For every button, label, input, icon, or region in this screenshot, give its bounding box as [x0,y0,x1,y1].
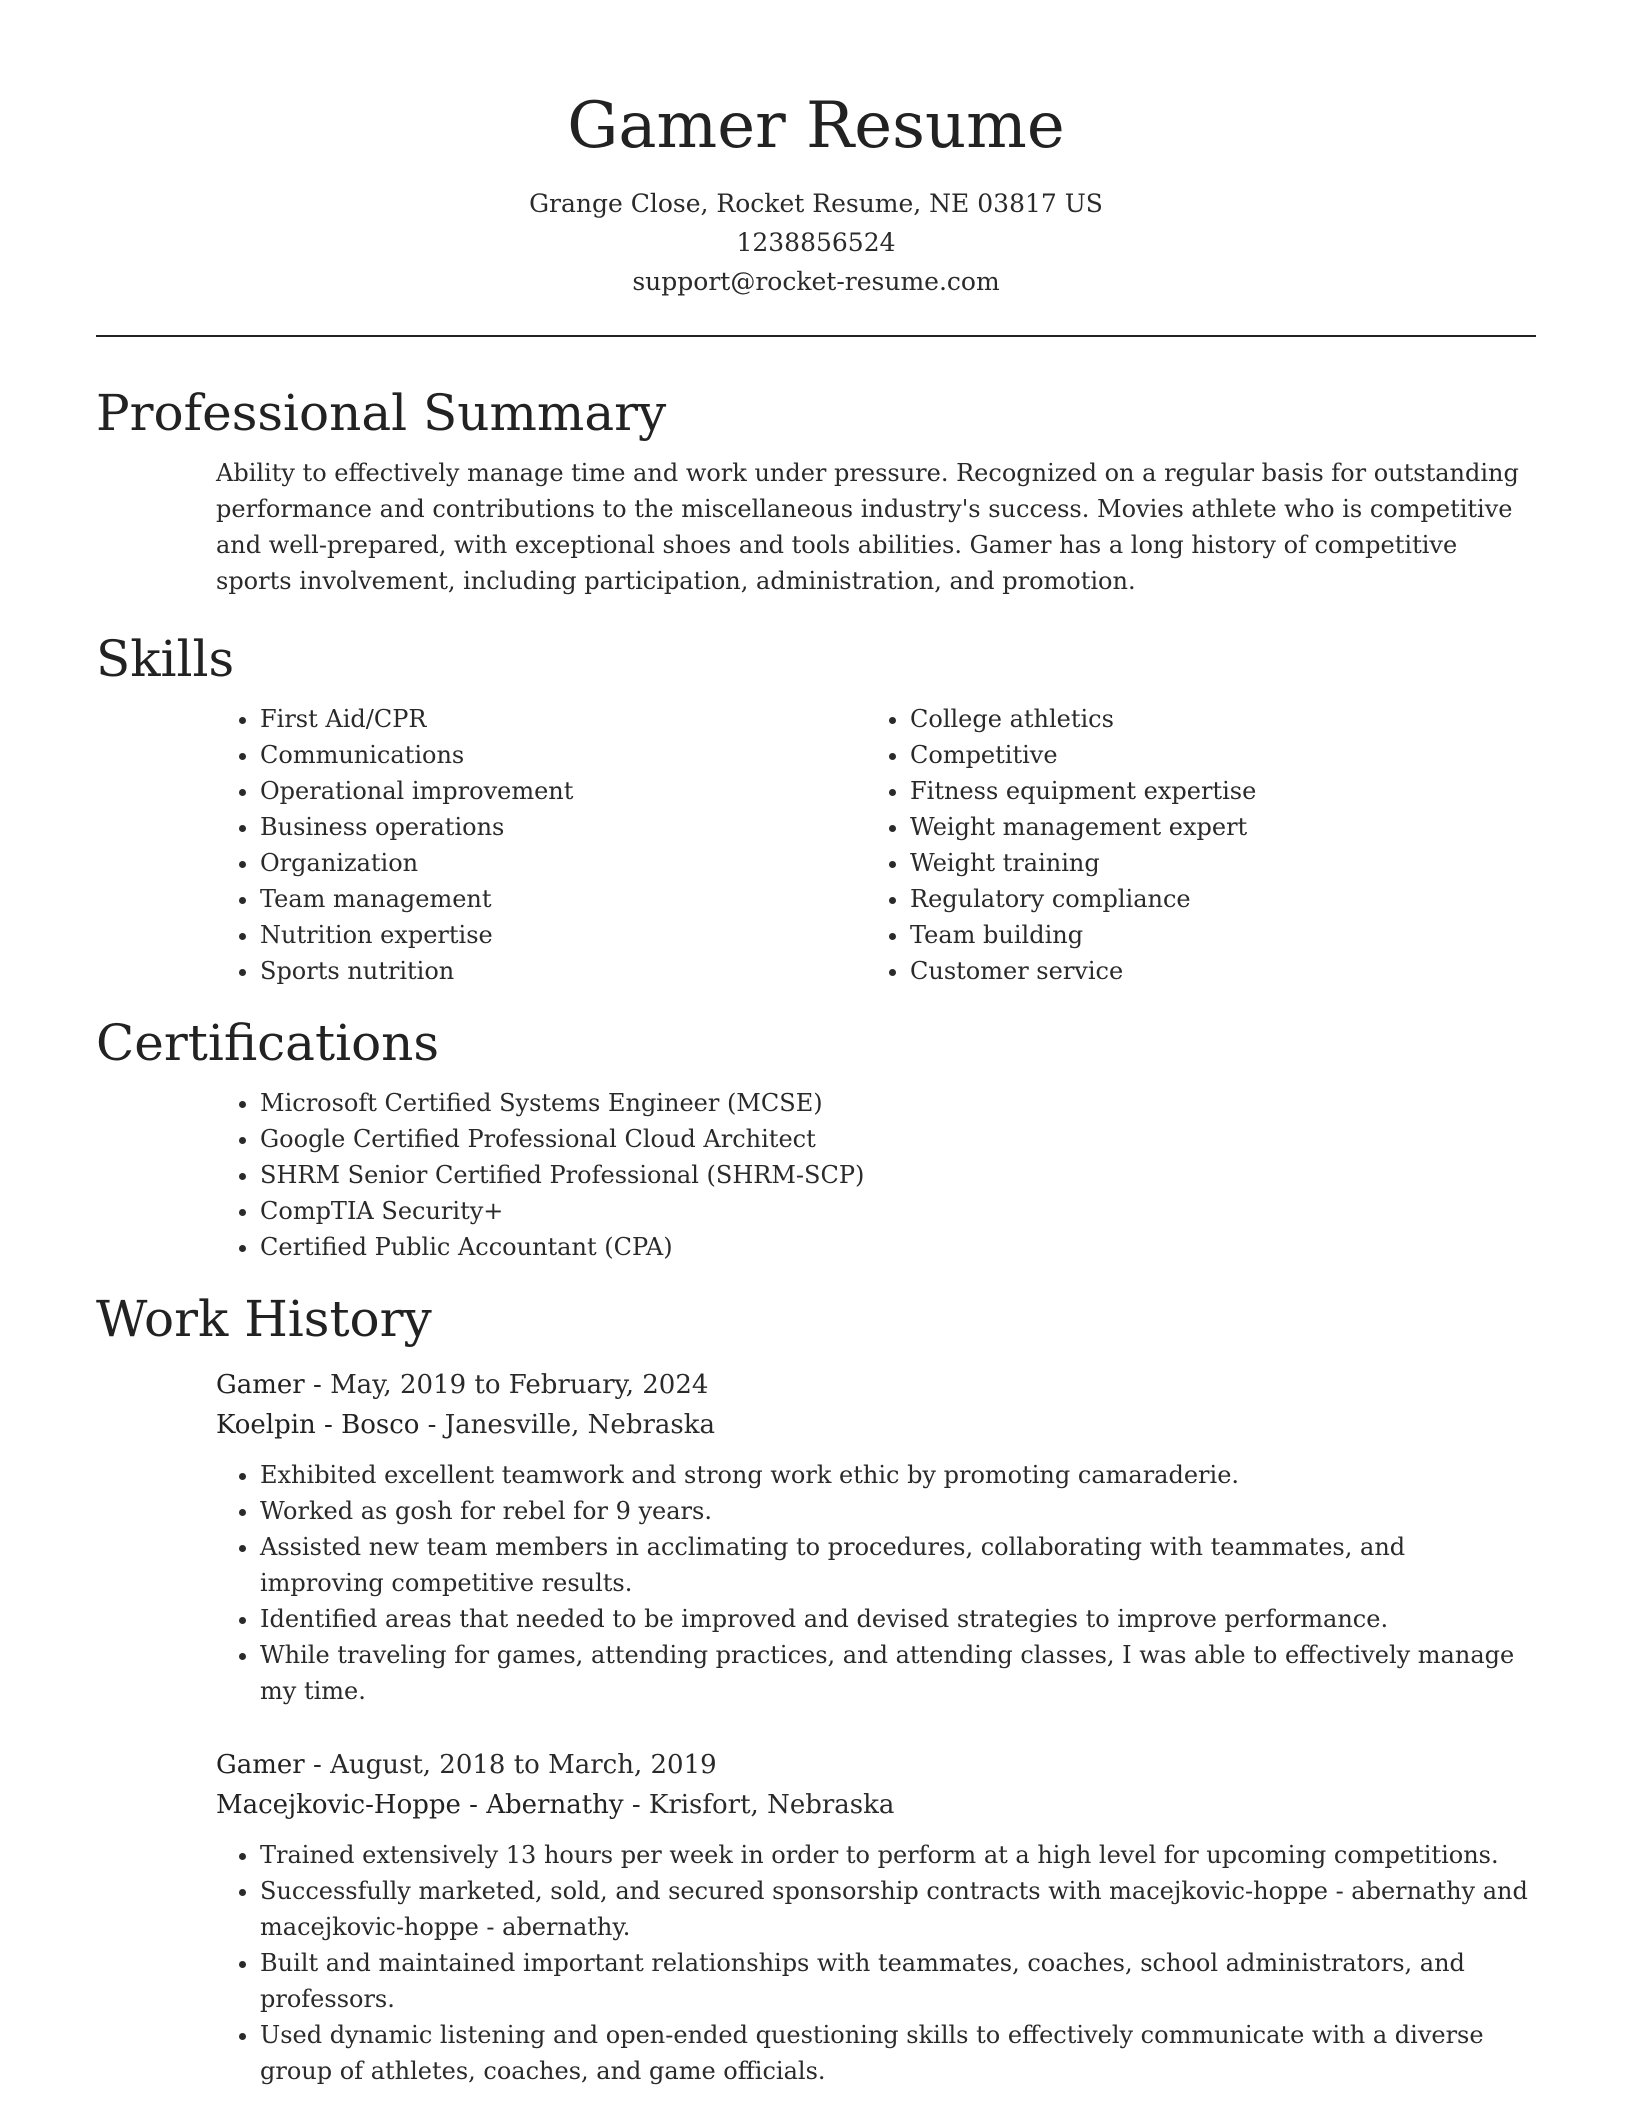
skill-item: • Nutrition expertise [260,917,866,953]
contact-phone: 1238856524 [736,228,896,257]
skill-item: • Fitness equipment expertise [910,773,1516,809]
certifications-section [96,1011,1536,1265]
skill-item: • Weight management expert [910,809,1516,845]
job-dates: - August, 2018 to March, 2019 [304,1750,717,1780]
skill-item: • Business operations [260,809,866,845]
job-duties-list [216,1837,1536,2089]
skill-item: • College athletics [910,701,1516,737]
skills-title: Skills [96,630,235,688]
job-title: Gamer [216,1750,305,1780]
summary-text: Ability to effectively manage time and work under pressure. Recognized on a regular basis for outstanding performance and contributions to the miscellaneous industry's success. Movies athlete who is competitive and well-prepared, with exceptional shoes and tools abilities. Gamer has a long history of competitive sports involvement, including participation, administration, and promotion. [216,459,1519,595]
job-duty: • Used dynamic listening and open-ended questioning skills to effectively communicate with a diverse group of athletes, coaches, and game officials. [260,2017,1536,2089]
job-entry [216,1745,1536,2089]
job-duty: • Trained extensively 13 hours per week in order to perform at a high level for upcoming competitions. [260,1837,1536,1873]
job-duty: • Assisted new team members in acclimating to procedures, collaborating with teammates, and improving competitive results. [260,1529,1536,1601]
job-company: Koelpin - Bosco [216,1410,420,1440]
skills-column-right [866,701,1516,989]
certification-item: • SHRM Senior Certified Professional (SHRM-SCP) [260,1157,1536,1193]
skill-item: • Team building [910,917,1516,953]
resume-header [96,0,1536,301]
skills-list-left [216,701,866,989]
job-company-line [216,1785,1536,1825]
skill-item: • Organization [260,845,866,881]
job-duty: • Exhibited excellent teamwork and strong work ethic by promoting camaraderie. [260,1457,1536,1493]
skills-column-left [216,701,866,989]
work-history-title: Work History [96,1290,432,1348]
job-duties-list [216,1457,1536,1709]
job-duty: • Identified areas that needed to be improved and devised strategies to improve performance. [260,1601,1536,1637]
skill-item: • Weight training [910,845,1516,881]
contact-info [96,184,1536,301]
summary-section [96,381,1536,599]
certifications-list-wrap [216,1085,1536,1265]
certification-item: • Certified Public Accountant (CPA) [260,1229,1536,1265]
job-company: Macejkovic-Hoppe - Abernathy [216,1790,624,1820]
certification-item: • Microsoft Certified Systems Engineer (MCSE) [260,1085,1536,1121]
contact-address: Grange Close, Rocket Resume, NE 03817 US [529,189,1103,218]
skills-list-right [866,701,1516,989]
header-divider [96,335,1536,337]
skill-item: • First Aid/CPR [260,701,866,737]
work-history-section [96,1287,1536,2089]
certifications-title: Certifications [96,1014,440,1072]
certification-item: • Google Certified Professional Cloud Architect [260,1121,1536,1157]
job-title-line [216,1745,1536,1785]
contact-email: support@rocket-resume.com [632,267,1000,296]
skill-item: • Team management [260,881,866,917]
resume-name: Gamer Resume [567,89,1065,163]
skills-grid [216,701,1536,989]
skill-item: • Regulatory compliance [910,881,1516,917]
job-duty: • Successfully marketed, sold, and secured sponsorship contracts with macejkovic-hoppe - abernathy and macejkovic-hoppe - abernathy. [260,1873,1536,1945]
job-location: - Janesville, Nebraska [419,1410,715,1440]
job-company-line [216,1405,1536,1445]
job-duty: • While traveling for games, attending practices, and attending classes, I was able to effectively manage my time. [260,1637,1536,1709]
job-duty: • Built and maintained important relationships with teammates, coaches, school administrators, and professors. [260,1945,1536,2017]
certification-item: • CompTIA Security+ [260,1193,1536,1229]
skill-item: • Customer service [910,953,1516,989]
skill-item: • Sports nutrition [260,953,866,989]
skills-section [96,627,1536,989]
job-location: - Krisfort, Nebraska [623,1790,895,1820]
job-dates: - May, 2019 to February, 2024 [304,1370,709,1400]
summary-title: Professional Summary [96,384,667,442]
certifications-list [216,1085,1536,1265]
skill-item: • Communications [260,737,866,773]
job-title: Gamer [216,1370,305,1400]
job-title-line [216,1365,1536,1405]
job-entry [216,1365,1536,1709]
skill-item: • Operational improvement [260,773,866,809]
skill-item: • Competitive [910,737,1516,773]
job-duty: • Worked as gosh for rebel for 9 years. [260,1493,1536,1529]
